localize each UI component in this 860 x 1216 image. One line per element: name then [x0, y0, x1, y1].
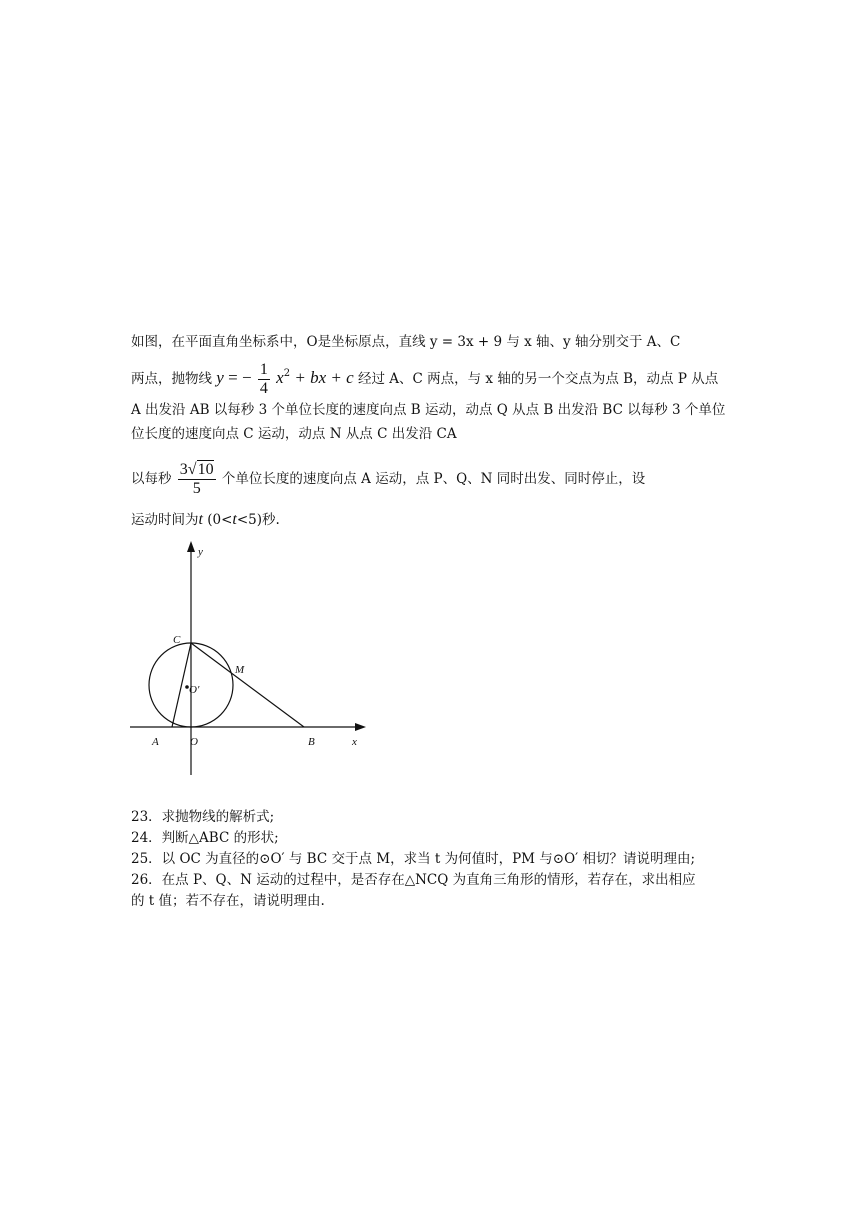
time-range-variable: t [232, 511, 237, 528]
label-x: x [352, 736, 357, 748]
problem-line-3: A 出发沿 AB 以每秒 3 个单位长度的速度向点 B 运动，动点 Q 从点 B 出发沿 BC 以每秒 3 个单位 [131, 402, 726, 418]
problem-line-4: 位长度的速度向点 C 运动，动点 N 从点 C 出发沿 CA [131, 426, 457, 442]
time-variable: t [198, 511, 203, 528]
label-a: A [152, 736, 159, 748]
formula-y: y [216, 368, 224, 387]
formula-frac-num: 1 [259, 361, 268, 378]
question-26-continued: 的 t 值；若不存在，请说明理由. [131, 893, 325, 909]
speed-fraction [178, 461, 216, 498]
coordinate-figure [120, 535, 380, 785]
question-24: 24．判断△ABC 的形状; [131, 830, 279, 846]
y-axis-arrow [187, 541, 195, 552]
formula-frac-den: 4 [259, 380, 268, 397]
problem-line-6-suffix: 秒. [262, 512, 280, 528]
problem-line-2-prefix: 两点，抛物线 [131, 371, 212, 387]
problem-line-6 [131, 511, 280, 529]
problem-line-5 [131, 461, 645, 498]
question-25: 25．以 OC 为直径的⊙O′ 与 BC 交于点 M，求当 t 为何值时，PM 与⊙O′ 相切？请说明理由; [131, 851, 696, 867]
label-b: B [308, 736, 315, 748]
label-y: y [198, 546, 203, 558]
segment-cb [191, 643, 304, 727]
label-o-prime: O′ [189, 684, 200, 696]
speed-coef: 3 [179, 461, 188, 478]
formula-rest: + bx + c [294, 368, 354, 387]
label-m: M [235, 664, 245, 676]
time-range-close: <5) [236, 512, 263, 528]
formula-eq: = − [228, 368, 252, 387]
label-o: O [190, 736, 198, 748]
problem-line-5-suffix: 个单位长度的速度向点 A 运动，点 P、Q、N 同时出发、同时停止，设 [221, 471, 646, 487]
question-26: 26．在点 P、Q、N 运动的过程中，是否存在△NCQ 为直角三角形的情形，若存在，求出相应 [131, 872, 696, 888]
x-axis-arrow [355, 723, 366, 731]
problem-line-6-prefix: 运动时间为 [131, 512, 199, 528]
problem-line-2-suffix: 经过 A、C 两点，与 x 轴的另一个交点为点 B，动点 P 从点 [357, 371, 719, 387]
problem-line-1: 如图，在平面直角坐标系中，O是坐标原点，直线 y = 3x + 9 与 x 轴、y 轴分别交于 A、C [131, 334, 681, 350]
label-c: C [173, 634, 181, 646]
formula-x: x [276, 368, 284, 387]
speed-radicand: 10 [197, 461, 214, 478]
parabola-formula [216, 361, 358, 397]
question-23: 23．求抛物线的解析式; [131, 809, 275, 825]
problem-line-5-prefix: 以每秒 [131, 471, 172, 487]
speed-frac-num: 3√10 [179, 461, 214, 478]
formula-exponent: 2 [283, 368, 291, 379]
problem-line-2 [131, 361, 718, 398]
speed-frac-den: 5 [192, 480, 201, 497]
formula-fraction [258, 361, 270, 398]
time-range-open: (0< [207, 512, 233, 528]
